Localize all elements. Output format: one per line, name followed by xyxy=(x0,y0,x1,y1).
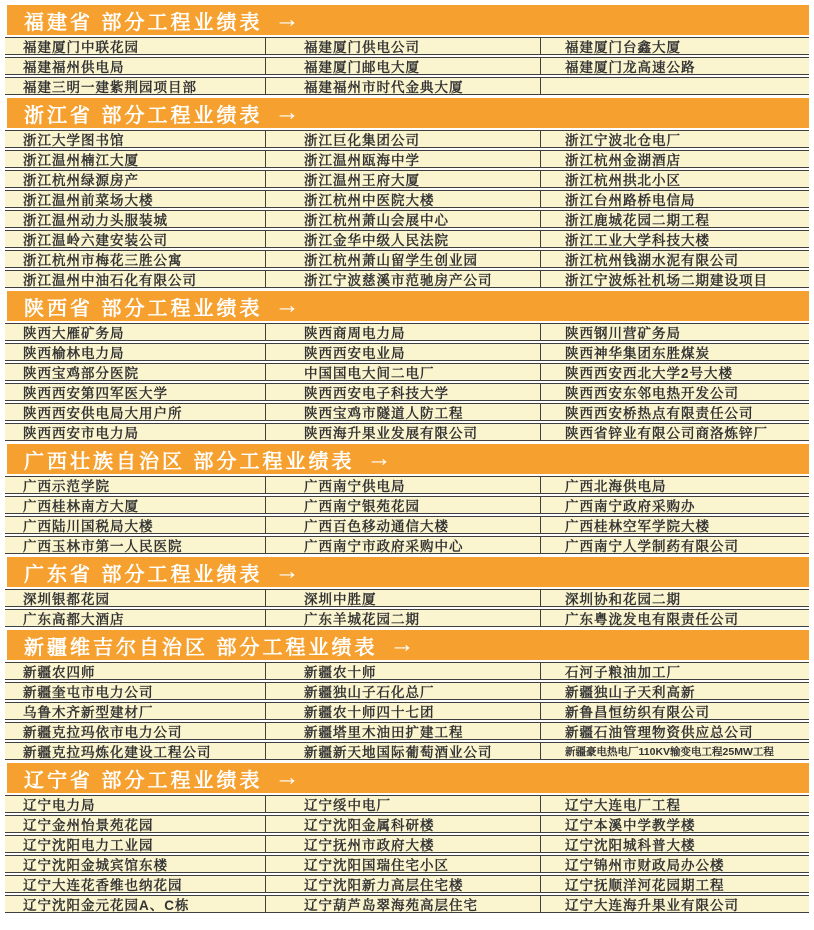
arrow-right-icon: → xyxy=(274,4,300,33)
province-section xyxy=(5,444,809,554)
project-cell: 广西桂林南方大厦 xyxy=(23,499,139,513)
section-rows xyxy=(5,662,809,760)
project-cell: 陕西钢川营矿务局 xyxy=(540,324,809,340)
section-rows xyxy=(5,37,809,95)
project-cell: 福建三明一建紫荆园项目部 xyxy=(23,80,197,94)
province-section xyxy=(5,630,809,760)
project-cell: 深圳中胜厦 xyxy=(265,590,540,606)
table-row xyxy=(5,895,809,913)
project-cell: 陕西西安东邻电热开发公司 xyxy=(540,384,809,400)
section-rows xyxy=(5,795,809,913)
table-row xyxy=(5,37,809,55)
project-cell: 福建厦门邮电大厦 xyxy=(265,58,540,74)
table-row xyxy=(5,795,809,813)
table-row xyxy=(5,476,809,494)
table-row xyxy=(5,190,809,208)
project-cell: 新疆克拉玛炼化建设工程公司 xyxy=(23,745,212,759)
project-cell xyxy=(540,78,809,94)
project-cell: 陕西商周电力局 xyxy=(265,324,540,340)
table-row xyxy=(5,323,809,341)
project-cell: 新疆塔里木油田扩建工程 xyxy=(265,723,540,739)
project-cell: 辽宁沈阳金属科研楼 xyxy=(265,816,540,832)
project-cell: 陕西西安桥热点有限责任公司 xyxy=(540,404,809,420)
project-cell: 广西北海供电局 xyxy=(540,477,809,493)
table-row xyxy=(5,875,809,893)
project-cell: 浙江杭州拱北小区 xyxy=(540,171,809,187)
project-cell: 辽宁大连海升果业有限公司 xyxy=(540,896,809,912)
project-cell: 辽宁绥中电厂 xyxy=(265,796,540,812)
project-cell: 浙江温州前菜场大楼 xyxy=(23,193,154,207)
table-row xyxy=(5,855,809,873)
project-cell: 陕西宝鸡部分医院 xyxy=(23,366,139,380)
province-section xyxy=(5,557,809,627)
project-cell: 辽宁电力局 xyxy=(23,798,96,812)
table-row xyxy=(5,150,809,168)
arrow-right-icon: → xyxy=(366,443,392,472)
section-title: 广西壮族自治区 部分工程业绩表 xyxy=(24,450,355,473)
section-title: 浙江省 部分工程业绩表 xyxy=(24,104,263,127)
table-row xyxy=(5,815,809,833)
project-cell: 福建厦门供电公司 xyxy=(265,38,540,54)
project-cell: 广西百色移动通信大楼 xyxy=(265,517,540,533)
project-cell: 新疆农十师四十七团 xyxy=(265,703,540,719)
project-cell: 深圳协和花园二期 xyxy=(540,590,809,606)
section-rows xyxy=(5,323,809,441)
table-row xyxy=(5,702,809,720)
project-cell: 浙江杭州中医院大楼 xyxy=(265,191,540,207)
project-cell: 浙江宁波慈溪市范驰房产公司 xyxy=(265,271,540,287)
project-cell: 陕西西安电业局 xyxy=(265,344,540,360)
table-row xyxy=(5,130,809,148)
table-row xyxy=(5,742,809,760)
project-cell: 中国国电大间二电厂 xyxy=(265,364,540,380)
project-cell: 广西南宁人学制药有限公司 xyxy=(540,537,809,553)
table-row xyxy=(5,363,809,381)
project-cell: 广西桂林空军学院大楼 xyxy=(540,517,809,533)
table-row xyxy=(5,682,809,700)
project-cell: 福建厦门台鑫大厦 xyxy=(540,38,809,54)
project-cell: 广西南宁供电局 xyxy=(265,477,540,493)
project-cell: 陕西省锌业有限公司商洛炼锌厂 xyxy=(540,424,809,440)
project-cell: 广西南宁政府采购办 xyxy=(540,497,809,513)
table-row xyxy=(5,722,809,740)
project-cell: 浙江杭州萧山留学生创业园 xyxy=(265,251,540,267)
project-cell: 浙江温州楠江大厦 xyxy=(23,153,139,167)
project-cell: 陕西大雁矿务局 xyxy=(23,326,125,340)
project-cell: 辽宁抚顺洋河花园期工程 xyxy=(540,876,809,892)
section-header-banner xyxy=(7,98,809,128)
project-cell: 广东羊城花园二期 xyxy=(265,610,540,626)
project-cell: 辽宁本溪中学教学楼 xyxy=(540,816,809,832)
project-cell: 石河子粮油加工厂 xyxy=(540,663,809,679)
project-cell: 辽宁大连电厂工程 xyxy=(540,796,809,812)
section-header-banner xyxy=(7,5,809,35)
project-cell: 福建福州供电局 xyxy=(23,60,125,74)
project-cell: 陕西西安西北大学2号大楼 xyxy=(540,364,809,380)
project-cell: 浙江金华中级人民法院 xyxy=(265,231,540,247)
project-cell: 福建厦门中联花园 xyxy=(23,40,139,54)
project-cell: 陕西宝鸡市隧道人防工程 xyxy=(265,404,540,420)
project-cell: 辽宁沈阳金元花园A、C栋 xyxy=(23,898,190,912)
project-cell: 新疆石油管理物资供应总公司 xyxy=(540,723,809,739)
project-cell: 浙江温州动力头服装城 xyxy=(23,213,168,227)
project-cell: 新疆新天地国际葡萄酒业公司 xyxy=(265,743,540,759)
project-cell: 浙江温州王府大厦 xyxy=(265,171,540,187)
project-cell: 浙江台州路桥电信局 xyxy=(540,191,809,207)
project-cell: 陕西海升果业发展有限公司 xyxy=(265,424,540,440)
project-cell: 浙江杭州市梅花三胜公寓 xyxy=(23,253,183,267)
project-cell: 辽宁金州怡景苑花园 xyxy=(23,818,154,832)
table-row xyxy=(5,57,809,75)
province-section xyxy=(5,763,809,913)
project-cell: 广西陆川国税局大楼 xyxy=(23,519,154,533)
project-cell: 新鲁昌恒纺织有限公司 xyxy=(540,703,809,719)
project-cell: 辽宁沈阳金城宾馆东楼 xyxy=(23,858,168,872)
project-cell: 浙江宁波北仓电厂 xyxy=(540,131,809,147)
project-cell: 浙江大学图书馆 xyxy=(23,133,125,147)
arrow-right-icon: → xyxy=(389,629,415,658)
section-title: 新疆维吉尔自治区 部分工程业绩表 xyxy=(24,636,378,659)
project-cell: 新疆独山子石化总厂 xyxy=(265,683,540,699)
project-cell: 陕西西安电子科技大学 xyxy=(265,384,540,400)
arrow-right-icon: → xyxy=(274,762,300,791)
project-cell: 浙江工业大学科技大楼 xyxy=(540,231,809,247)
table-row xyxy=(5,516,809,534)
section-title: 辽宁省 部分工程业绩表 xyxy=(24,769,263,792)
project-cell: 辽宁沈阳电力工业园 xyxy=(23,838,154,852)
project-cell: 新疆奎屯市电力公司 xyxy=(23,685,154,699)
table-row xyxy=(5,496,809,514)
arrow-right-icon: → xyxy=(274,556,300,585)
project-cell: 辽宁沈阳国瑞住宅小区 xyxy=(265,856,540,872)
project-cell: 广东粤泷发电有限责任公司 xyxy=(540,610,809,626)
project-cell: 浙江鹿城花园二期工程 xyxy=(540,211,809,227)
table-row xyxy=(5,343,809,361)
project-cell: 新疆独山子天利高新 xyxy=(540,683,809,699)
table-row xyxy=(5,77,809,95)
project-cell: 新疆农十师 xyxy=(265,663,540,679)
section-header-banner xyxy=(7,291,809,321)
table-row xyxy=(5,383,809,401)
section-rows xyxy=(5,130,809,288)
section-rows xyxy=(5,476,809,554)
project-cell: 辽宁葫芦岛翠海苑高层住宅 xyxy=(265,896,540,912)
project-cell: 浙江杭州萧山会展中心 xyxy=(265,211,540,227)
project-cell: 广西玉林市第一人民医院 xyxy=(23,539,183,553)
project-cell: 广东高都大酒店 xyxy=(23,612,125,626)
project-cell: 广西南宁市政府采购中心 xyxy=(265,537,540,553)
project-cell: 浙江宁波烁社机场二期建设项目 xyxy=(540,271,809,287)
project-cell: 浙江温州中油石化有限公司 xyxy=(23,273,197,287)
table-row xyxy=(5,170,809,188)
arrow-right-icon: → xyxy=(274,290,300,319)
project-cell: 福建福州市时代金典大厦 xyxy=(265,78,540,94)
project-cell: 广西南宁银苑花园 xyxy=(265,497,540,513)
project-cell: 陕西西安第四军医大学 xyxy=(23,386,168,400)
project-cell: 新疆豪电热电厂110KV输变电工程25MW工程 xyxy=(540,743,809,759)
arrow-right-icon: → xyxy=(274,97,300,126)
table-row xyxy=(5,536,809,554)
table-row xyxy=(5,270,809,288)
project-cell: 陕西西安市电力局 xyxy=(23,426,139,440)
table-row xyxy=(5,609,809,627)
project-cell: 浙江杭州金湖酒店 xyxy=(540,151,809,167)
section-rows xyxy=(5,589,809,627)
province-section xyxy=(5,5,809,95)
section-title: 陕西省 部分工程业绩表 xyxy=(24,297,263,320)
project-cell: 辽宁锦州市财政局办公楼 xyxy=(540,856,809,872)
table-row xyxy=(5,230,809,248)
table-row xyxy=(5,589,809,607)
project-cell: 福建厦门龙高速公路 xyxy=(540,58,809,74)
table-row xyxy=(5,835,809,853)
province-section xyxy=(5,291,809,441)
project-cell: 广西示范学院 xyxy=(23,479,110,493)
section-header-banner xyxy=(7,557,809,587)
project-cell: 辽宁抚州市政府大楼 xyxy=(265,836,540,852)
section-title: 福建省 部分工程业绩表 xyxy=(24,11,263,34)
section-header-banner xyxy=(7,444,809,474)
table-row xyxy=(5,662,809,680)
project-cell: 辽宁大连花香维也纳花园 xyxy=(23,878,183,892)
project-cell: 陕西西安供电局大用户所 xyxy=(23,406,183,420)
section-title: 广东省 部分工程业绩表 xyxy=(24,563,263,586)
project-cell: 浙江温岭六建安装公司 xyxy=(23,233,168,247)
project-cell: 新疆农四师 xyxy=(23,665,96,679)
section-header-banner xyxy=(7,763,809,793)
table-row xyxy=(5,423,809,441)
project-cell: 乌鲁木齐新型建材厂 xyxy=(23,705,154,719)
project-cell: 浙江温州瓯海中学 xyxy=(265,151,540,167)
table-row xyxy=(5,250,809,268)
project-cell: 深圳银都花园 xyxy=(23,592,110,606)
section-header-banner xyxy=(7,630,809,660)
project-cell: 陕西神华集团东胜煤炭 xyxy=(540,344,809,360)
project-cell: 新疆克拉玛依市电力公司 xyxy=(23,725,183,739)
project-cell: 陕西榆林电力局 xyxy=(23,346,125,360)
table-row xyxy=(5,403,809,421)
project-cell: 浙江杭州钱湖水泥有限公司 xyxy=(540,251,809,267)
table-row xyxy=(5,210,809,228)
project-cell: 辽宁沈阳城科普大楼 xyxy=(540,836,809,852)
province-sections-container xyxy=(5,5,809,913)
project-cell: 浙江巨化集团公司 xyxy=(265,131,540,147)
project-cell: 浙江杭州绿源房产 xyxy=(23,173,139,187)
province-section xyxy=(5,98,809,288)
project-cell: 辽宁沈阳新力高层住宅楼 xyxy=(265,876,540,892)
